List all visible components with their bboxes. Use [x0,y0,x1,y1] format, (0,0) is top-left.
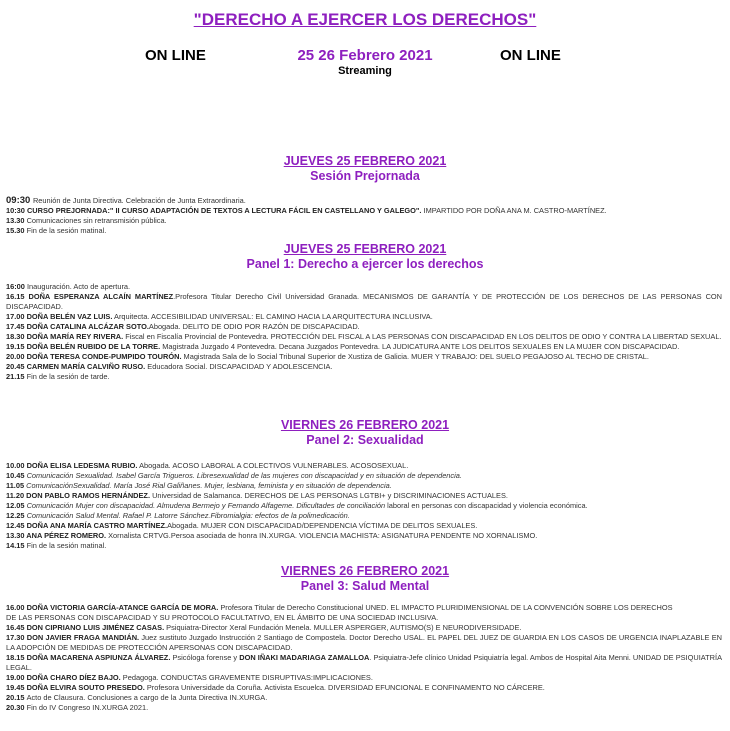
program-time: 20.30 [6,703,27,712]
section-subtitle: Panel 2: Sexualidad [306,433,424,447]
program-row [6,541,722,551]
speaker-name: DOÑA BELÉN RUBIDO DE LA TORRE. [26,342,161,351]
section-subtitle: Sesión Prejornada [310,169,420,183]
section-date: VIERNES 26 FEBRERO 2021 [280,418,450,432]
speaker-name: DON PABLO RAMOS HERNÁNDEZ. [26,491,151,500]
streaming-label: Streaming [338,65,392,77]
section-header-panel-3 [0,564,730,594]
section-rows-panel-3 [6,603,722,713]
speaker-name: CURSO PREJORNADA:" II CURSO ADAPTACIÓN DE TEXTOS A LECTURA FÁCIL EN CASTELLANO Y GALEGO". [26,206,422,215]
program-row [6,372,722,382]
section-date: JUEVES 25 FEBRERO 2021 [283,242,447,256]
program-detail: Universidad de Salamanca. DERECHOS DE LAS PERSONAS LGTBI+ y DISCRIMINACIONES ACTUALES. [150,491,508,500]
communication-title: Comunicación Sexualidad. Isabel García Trigueros. Libresexualidad de las mujeres con discapacidad y en situación de dependencia. [26,471,462,480]
program-row [6,653,722,673]
online-label-left: ON LINE [145,47,206,64]
program-detail: Inauguración. Acto de apertura. [26,282,131,291]
program-time: 12.25 [6,511,27,520]
program-time: 10.45 [6,471,27,480]
program-time: 11.05 [6,481,27,490]
program-detail: Magistrada Juzgado 4 Pontevedra. Decana Juzgados Pontevedra. LA JUDICATURA ANTE LOS DELITOS SEXUALES EN LA MUJER CON DISCAPACIDAD. [160,342,680,351]
program-detail: Fin do IV Congreso IN.XURGA 2021. [26,703,149,712]
program-row [6,292,722,312]
program-row [6,633,722,653]
program-time: 14.15 [6,541,27,550]
program-time: 17.00 [6,312,27,321]
program-time: 12.45 [6,521,27,530]
speaker-name: DOÑA MACARENA ASPIUNZA ÁLVAREZ. [26,653,171,662]
program-detail: Acto de Clausura. Conclusiones a cargo de la Junta Directiva IN.XURGA. [26,693,268,702]
section-header-panel-1 [0,242,730,272]
program-row [6,521,722,531]
program-row [6,471,722,481]
program-detail: Magistrada Sala de lo Social Tribunal Superior de Xustiza de Galicia. MUER Y TRABAJO: DEL SUELO PEGAJOSO AL TECHO DE CRISTAL. [181,352,649,361]
program-time: 18.15 [6,653,27,662]
section-date: JUEVES 25 FEBRERO 2021 [283,154,447,168]
program-row [6,352,722,362]
program-detail: Abogada. DELITO DE ODIO POR RAZÓN DE DISCAPACIDAD. [148,322,360,331]
program-row [6,282,722,292]
program-time: 10.00 [6,461,27,470]
program-row [6,216,722,226]
speaker-name: DOÑA ESPERANZA ALCAÍN MARTÍNEZ [28,292,174,301]
speaker-name: DOÑA ANA MARÍA CASTRO MARTÍNEZ. [26,521,168,530]
speaker-name: DOÑA MARÍA REY RIVERA. [26,332,124,341]
program-detail: . Psiquiatra-Jefe clínico Unidad Psiquiatría legal. Ambos de Hospital Aita Menni. UNIDAD DE PSIQUIATRÍA LEGAL. [6,653,722,672]
program-row [6,623,722,633]
program-row [6,531,722,541]
program-time: 16.15 [6,292,29,301]
speaker-name: DOÑA VICTORIA GARCÍA-ATANCE GARCÍA DE MORA. [26,603,219,612]
event-title: "DERECHO A EJERCER LOS DERECHOS" [193,10,537,29]
speaker-name: DON CIPRIANO LUIS JIMÉNEZ CASAS. [26,623,165,632]
program-detail: DE LAS PERSONAS CON DISCAPACIDAD Y SU PROTOCOLO FACULTATIVO, EN EL ÁMBITO DE UNA SOCIEDAD INCLUSIVA. [6,613,439,622]
speaker-name: CARMEN MARÍA CALVIÑO RUSO. [26,362,146,371]
program-time: 13.30 [6,216,27,225]
program-row [6,683,722,693]
program-time: 19.15 [6,342,27,351]
speaker-name: ANA PÉREZ ROMERO. [26,531,107,540]
program-row [6,603,722,613]
section-rows-prejornada [6,196,722,236]
program-row [6,226,722,236]
communication-title: ComunicaciónSexualidad. María José Rial Galiñanes. Mujer, lesbiana, feminista y en situación de dependencia. [26,481,392,490]
online-label-right: ON LINE [500,47,561,64]
speaker-name: DOÑA CATALINA ALCÁZAR SOTO. [26,322,149,331]
program-row [6,703,722,713]
program-time: 21.15 [6,372,27,381]
program-row [6,332,722,342]
program-detail: Abogada. MUJER CON DISCAPACIDAD/DEPENDENCIA VÍCTIMA DE DELITOS SEXUALES. [167,521,478,530]
program-detail: Pedagoga. CONDUCTAS GRAVEMENTE DISRUPTIVAS:IMPLICACIONES. [120,673,373,682]
program-detail: Fin de la sesión matinal. [26,226,107,235]
program-detail: Fin de la sesión de tarde. [26,372,110,381]
program-time: 16.45 [6,623,27,632]
section-subtitle: Panel 1: Derecho a ejercer los derechos [246,257,484,271]
program-time: 20.15 [6,693,27,702]
program-detail: .Profesora Titular Derecho Civil Universidad Granada. MECANISMOS DE GARANTÍA Y DE PROTECCIÓN DE LOS DERECHOS DE LAS PERSONAS CON DISCAPACIDAD. [6,292,722,311]
program-time: 18.30 [6,332,27,341]
program-row [6,206,722,216]
program-detail: Abogada. ACOSO LABORAL A COLECTIVOS VULNERABLES. ACOSOSEXUAL. [137,461,409,470]
program-row [6,322,722,332]
section-rows-panel-2 [6,461,722,551]
program-time: 11.20 [6,491,27,500]
program-row [6,673,722,683]
program-time: 20.45 [6,362,27,371]
program-row [6,362,722,372]
section-header-panel-2 [0,418,730,448]
program-time: 10:30 [6,206,27,215]
program-detail: IMPARTIDO POR DOÑA ANA M. CASTRO-MARTÍNEZ. [421,206,607,215]
program-detail: Comunicaciones sin retransmisión pública. [26,216,167,225]
communication-title: Comunicación Salud Mental. Rafael P. Latorre Sánchez.Fibromialgia: efectos de la polimedicación. [26,511,350,520]
program-detail: Fin de la sesión matinal. [26,541,107,550]
program-time: 16:00 [6,282,27,291]
speaker-name: DOÑA BELÉN VAZ LUIS. [26,312,113,321]
section-header-prejornada [0,154,730,184]
program-detail: Psiquiatra-Director Xeral Fundación Menela. MULLER ASPERGER, AUTISMO(S) E NEURODIVERSIDADE. [164,623,522,632]
event-dates: 25 26 Febrero 2021 [297,47,433,64]
program-detail: Profesora Universidade da Coruña. Activista Escuelca. DIVERSIDAD EFUNCIONAL E CONFINAMENTO NO CÁRCERE. [144,683,545,692]
program-detail: Profesora Titular de Derecho Constitucional UNED. EL IMPACTO PLURIDIMENSIONAL DE LA CONVENCIÓN SOBRE LOS DERECHOS [218,603,673,612]
speaker-name: DOÑA ELISA LEDESMA RUBIO. [26,461,138,470]
program-row [6,511,722,521]
speaker-name: DOÑA CHARO DÍEZ BAJO. [26,673,121,682]
speaker-name: DOÑA ELVIRA SOUTO PRESEDO. [26,683,145,692]
program-detail: Fiscal en Fiscalía Provincial de Pontevedra. PROTECCIÓN DEL FISCAL A LAS PERSONAS CON DISCAPACIDAD EN LOS DELITOS DE ODIO Y CONTRA LA LIBERTAD SEXUAL. [123,332,722,341]
program-time: 09:30 [6,195,33,206]
program-time: 15.30 [6,226,27,235]
program-row [6,491,722,501]
program-row [6,501,722,511]
program-time: 12.05 [6,501,27,510]
program-time: 19.45 [6,683,27,692]
speaker-name: DOÑA TERESA CONDE-PUMPIDO TOURÓN. [26,352,182,361]
program-time: 20.00 [6,352,27,361]
communication-title: Comunicación Mujer con discapacidad. Almudena Bermejo y Fernando Alfageme. Dificultades de conciliación [26,501,386,510]
program-detail: Educadora Social. DISCAPACIDAD Y ADOLESCENCIA. [145,362,333,371]
program-detail: Juez sustituto Juzgado Instrucción 2 Santiago de Compostela. Doctor Derecho USAL. EL PAPEL DEL JUEZ DE GUARDIA EN LOS CASOS DE URGENCIA INAPLAZABLE EN LA ADOPCIÓN DE MEDIDAS DE PROTECCIÓN APERSONAS CON DISCAPACIDAD. [6,633,722,652]
program-detail: Arquitecta. ACCESIBILIDAD UNIVERSAL: EL CAMINO HACIA LA ARQUITECTURA INCLUSIVA. [112,312,433,321]
program-time: 17.30 [6,633,27,642]
section-subtitle: Panel 3: Salud Mental [300,579,430,593]
program-row [6,342,722,352]
program-time: 17.45 [6,322,27,331]
section-date: VIERNES 26 FEBRERO 2021 [280,564,450,578]
program-time: 16.00 [6,603,27,612]
program-time: 19.00 [6,673,27,682]
program-row [6,312,722,322]
program-row [6,196,722,206]
program-detail: Xornalista CRTVG.Persoa asociada de honra IN.XURGA. VIOLENCIA MACHISTA: ASIGNATURA PENDENTE NO XORNALISMO. [106,531,538,540]
program-detail: laboral en personas con discapacidad y violencia económica. [385,501,588,510]
program-row [6,481,722,491]
program-detail: Psicóloga forense y [170,653,240,662]
program-time: 13.30 [6,531,27,540]
program-row [6,693,722,703]
speaker-name: DON JAVIER FRAGA MANDIÁN. [26,633,140,642]
program-row [6,461,722,471]
program-detail: Reunión de Junta Directiva. Celebración de Junta Extraordinaria. [32,196,246,205]
speaker-name: DON IÑAKI MADARIAGA ZAMALLOA [239,653,370,662]
program-row [6,613,722,623]
section-rows-panel-1 [6,282,722,382]
